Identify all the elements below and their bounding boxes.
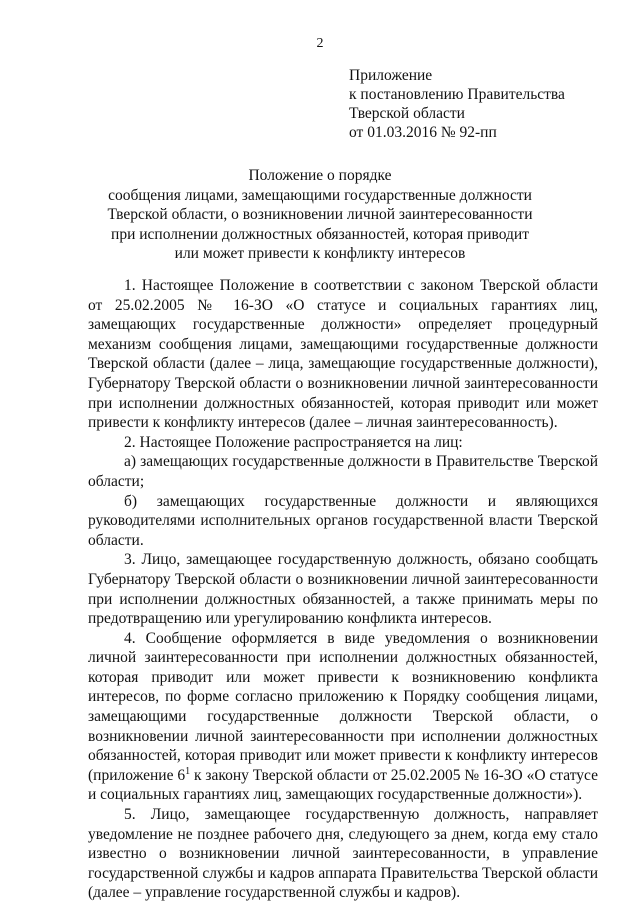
paragraph-2b: б) замещающих государственные должности и являющихся руководителями исполнительных органов государственной власти Тверской области. xyxy=(88,492,598,549)
title-line: при исполнении должностных обязанностей, которая приводит xyxy=(111,225,529,243)
paragraph-2a: а) замещающих государственные должности в Правительстве Тверской области; xyxy=(88,453,598,490)
title-line: Тверской области, о возникновении личной заинтересованности xyxy=(107,206,533,223)
paragraph-1: 1. Настоящее Положение в соответствии с законом Тверской области от 25.02.2005 № 16-ЗО «О статусе и социальных гарантиях лиц, замещающих государственные должности» определяет процедурный механизм сообщения лицами, замещающими государственные должности Тверской области (далее – лица, замещающие государственные должности), Губернатору Тверской области о возникновении личной заинтересованности при исполнении должностных обязанностей, которая приводит или может привести к конфликту интересов (далее – личная заинтересованность). xyxy=(88,277,598,432)
title-line: Положение о порядке xyxy=(248,167,392,184)
appendix-line: к постановлению Правительства xyxy=(349,86,565,103)
paragraph-4-text: 4. Сообщение оформляется в виде уведомления о возникновении личной заинтересованности при исполнении должностных обязанностей, которая приводит или может привести к возникновению конфликта интересов, по форме согласно приложению к Порядку сообщения лицами, замещающими государственные должности Тверской области, о возникновении личной заинтересованности при исполнении должностных обязанностей, которая приводит или может привести к конфликту интересов (приложение 6 xyxy=(88,629,598,784)
title-line: сообщения лицами, замещающими государственные должности xyxy=(108,186,532,204)
appendix-line: от 01.03.2016 № 92-пп xyxy=(349,124,497,141)
title-line: или может привести к конфликту интересов xyxy=(174,245,466,262)
appendix-line: Приложение xyxy=(349,67,433,84)
appendix-line: Тверской области xyxy=(349,105,465,122)
document-body xyxy=(88,276,598,903)
paragraph-2: 2. Настоящее Положение распространяется на лиц: xyxy=(124,433,463,451)
paragraph-3: 3. Лицо, замещающее государственную должность, обязано сообщать Губернатору Тверской области о возникновении личной заинтересованности при исполнении должностных обязанностей, а также принимать меры по предотвращению или урегулированию конфликта интересов. xyxy=(88,551,598,628)
paragraph-4 xyxy=(88,629,598,805)
paragraph-5: 5. Лицо, замещающее государственную должность, направляет уведомление не позднее рабочего дня, следующего за днем, когда ему стало известно о возникновении личной заинтересованности, в управление государственной службы и кадров аппарата Правительства Тверской области (далее – управление государственной службы и кадров). xyxy=(88,806,598,902)
superscript: 1 xyxy=(185,765,191,777)
document-title xyxy=(80,166,560,264)
appendix-header xyxy=(349,66,565,142)
page-number: 2 xyxy=(316,36,324,51)
paragraph-4-text-end: к закону Тверской области от 25.02.2005 № 16-ЗО «О статусе и социальных гарантиях лиц, замещающих государственные должности»). xyxy=(88,766,598,804)
